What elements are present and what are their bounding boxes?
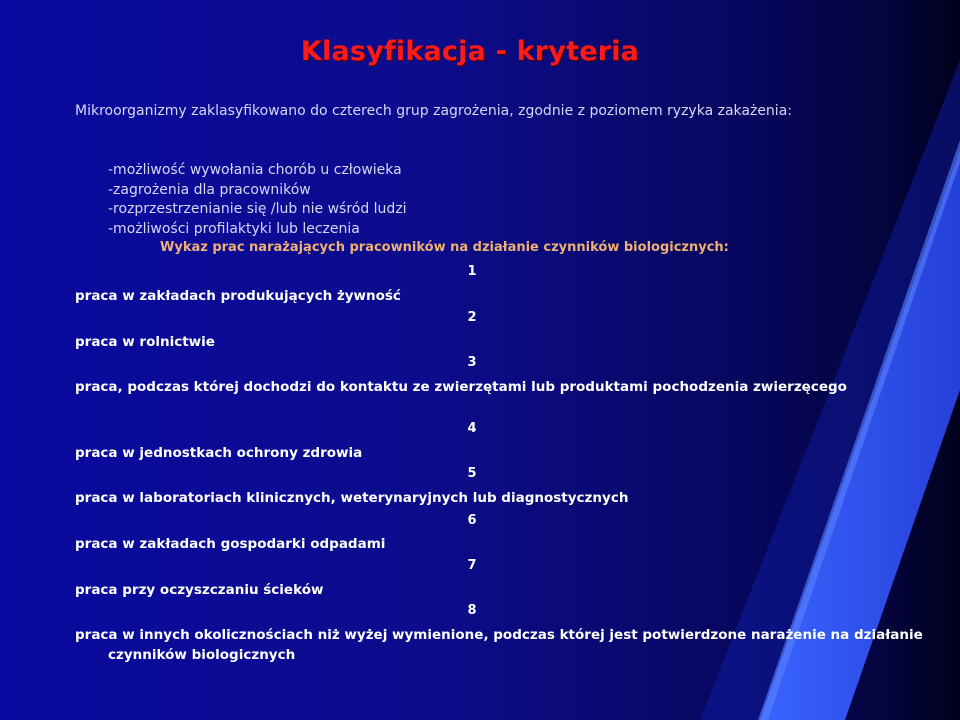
criteria-list (108, 161, 407, 239)
work-item: praca w laboratoriach klinicznych, weterynaryjnych lub diagnostycznych (75, 490, 629, 506)
item-number: 7 (467, 558, 477, 573)
work-item: praca przy oczyszczaniu ścieków (75, 582, 324, 598)
work-item: praca, podczas której dochodzi do kontaktu ze zwierzętami lub produktami pochodzenia zwierzęcego (75, 379, 847, 395)
work-list-heading: Wykaz prac narażających pracowników na działanie czynników biologicznych: (160, 240, 729, 255)
work-item: praca w innych okolicznościach niż wyżej wymienione, podczas której jest potwierdzone narażenie na działanie czynników biologicznych (75, 627, 923, 663)
item-number: 4 (467, 421, 477, 436)
item-number: 6 (467, 513, 477, 528)
criteria-item: -możliwość wywołania chorób u człowieka (108, 162, 402, 178)
criteria-item: -możliwości profilaktyki lub leczenia (108, 220, 360, 237)
intro-paragraph: Mikroorganizmy zaklasyfikowano do czterech grup zagrożenia, zgodnie z poziomem ryzyka zakażenia: (75, 103, 792, 119)
item-number: 8 (467, 603, 477, 618)
work-item: praca w zakładach gospodarki odpadami (75, 536, 386, 552)
item-number: 1 (467, 264, 477, 279)
work-item: praca w jednostkach ochrony zdrowia (75, 445, 363, 461)
item-number: 3 (467, 355, 477, 370)
work-item: praca w rolnictwie (75, 334, 215, 350)
criteria-item: -rozprzestrzenianie się /lub nie wśród ludzi (108, 201, 407, 217)
work-item: praca w zakładach produkujących żywność (75, 288, 401, 304)
item-number: 2 (467, 310, 477, 325)
criteria-item: -zagrożenia dla pracowników (108, 181, 311, 198)
item-number: 5 (467, 466, 477, 481)
slide-title: Klasyfikacja - kryteria (300, 36, 640, 67)
